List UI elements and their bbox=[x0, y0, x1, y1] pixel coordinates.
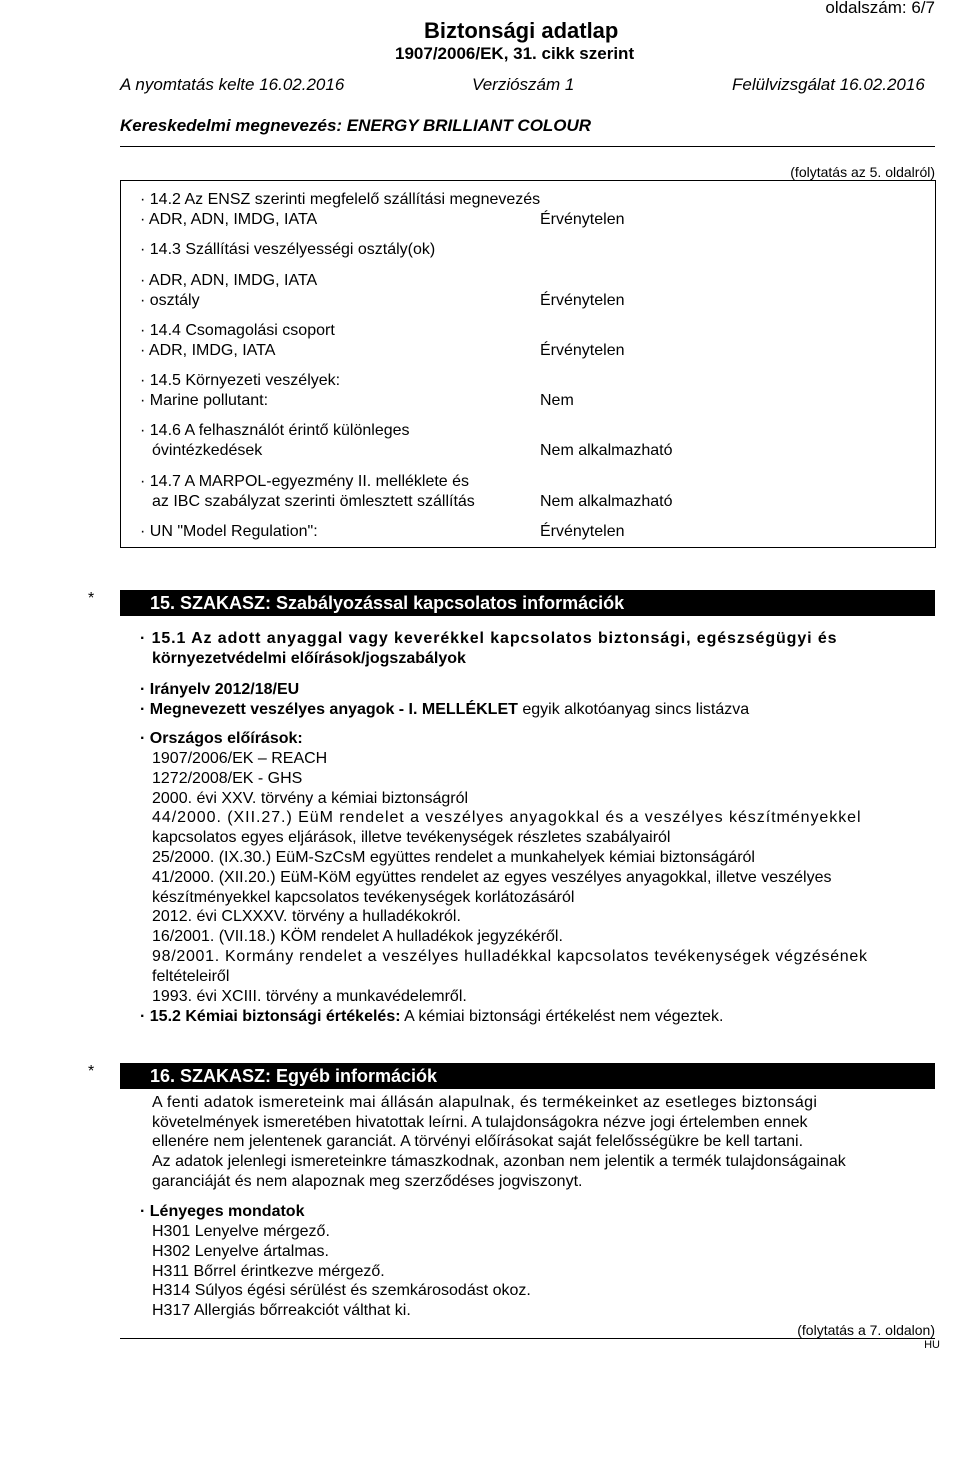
row-14-4 bbox=[140, 321, 930, 341]
national-line: 2000. évi XXV. törvény a kémiai biztonságról bbox=[152, 790, 469, 807]
subsection-15-2-row bbox=[140, 1007, 723, 1027]
intro-line: A fenti adatok ismereteink mai állásán alapulnak, és termékeinket az esetleges biztonsági bbox=[152, 1094, 818, 1111]
row-value: Nem alkalmazható bbox=[540, 442, 673, 459]
subsection-15-1-title: · 15.1 Az adott anyaggal vagy keverékkel kapcsolatos biztonsági, egészségügyi és bbox=[140, 630, 838, 647]
row-14-2-adr bbox=[140, 210, 930, 230]
relevant-phrases-label: · Lényeges mondatok bbox=[140, 1203, 305, 1220]
national-line: 2012. évi CLXXXV. törvény a hulladékokról. bbox=[152, 908, 461, 925]
national-line: 1907/2006/EK – REACH bbox=[152, 750, 328, 767]
national-line: kapcsolatos egyes eljárások, illetve tevékenységek részletes szabályairól bbox=[152, 829, 671, 846]
page-number: oldalszám: 6/7 bbox=[825, 0, 935, 17]
row-label: · ADR, ADN, IMDG, IATA bbox=[140, 272, 318, 289]
national-regulations-label: · Országos előírások: bbox=[140, 730, 303, 747]
document-subtitle: 1907/2006/EK, 31. cikk szerint bbox=[395, 44, 635, 63]
section-15-heading bbox=[120, 590, 935, 616]
section-16-title: 16. SZAKASZ: Egyéb információk bbox=[150, 1066, 438, 1086]
print-date: A nyomtatás kelte 16.02.2016 bbox=[120, 75, 345, 94]
row-label: · ADR, IMDG, IATA bbox=[140, 342, 276, 359]
row-label: · 14.3 Szállítási veszélyességi osztály(ok) bbox=[140, 241, 436, 258]
revision-marker: * bbox=[88, 590, 95, 607]
footer-divider bbox=[120, 1338, 935, 1339]
national-line: feltételeiről bbox=[152, 968, 230, 985]
row-value: Érvénytelen bbox=[540, 292, 625, 309]
national-line: 1272/2008/EK - GHS bbox=[152, 770, 303, 787]
row-14-3-adr bbox=[140, 271, 930, 291]
row-label: · UN "Model Regulation": bbox=[140, 523, 318, 540]
trade-name: Kereskedelmi megnevezés: ENERGY BRILLIANT COLOUR bbox=[120, 116, 592, 135]
row-label: · ADR, ADN, IMDG, IATA bbox=[140, 211, 318, 228]
row-value: Érvénytelen bbox=[540, 523, 625, 540]
row-value: Érvénytelen bbox=[540, 211, 625, 228]
hazard-phrase: H301 Lenyelve mérgező. bbox=[152, 1223, 330, 1240]
row-value: Nem alkalmazható bbox=[540, 493, 673, 510]
continued-to-label: (folytatás a 7. oldalon) bbox=[797, 1322, 935, 1338]
hazard-phrase: H302 Lenyelve ártalmas. bbox=[152, 1243, 329, 1260]
named-substances-row bbox=[140, 700, 749, 720]
row-14-4-adr bbox=[140, 341, 930, 361]
subsection-15-2-value: A kémiai biztonsági értékelést nem végeztek. bbox=[404, 1008, 724, 1025]
intro-line: ellenére nem jelentenek garanciát. A törvényi előírásokat saját felelősségükre be kell tartani. bbox=[152, 1133, 804, 1150]
section-16-heading bbox=[120, 1063, 935, 1089]
hazard-phrase: H317 Allergiás bőrreakciót válthat ki. bbox=[152, 1302, 411, 1319]
named-substances-value: egyik alkotóanyag sincs listázva bbox=[522, 701, 750, 718]
subsection-15-1-title-cont: környezetvédelmi előírások/jogszabályok bbox=[152, 650, 466, 667]
row-label: · 14.2 Az ENSZ szerinti megfelelő szállítási megnevezés bbox=[140, 191, 541, 208]
named-substances-label: · Megnevezett veszélyes anyagok - I. MELLÉKLET bbox=[140, 701, 518, 718]
row-14-5-marine bbox=[140, 391, 930, 411]
row-label: · 14.5 Környezeti veszélyek: bbox=[140, 372, 341, 389]
row-label: az IBC szabályzat szerinti ömlesztett szállítás bbox=[152, 493, 475, 510]
intro-line: Az adatok jelenlegi ismereteinkre támaszkodnak, azonban nem jelentik a termék tulajdonságainak bbox=[152, 1153, 846, 1170]
row-14-2 bbox=[140, 190, 930, 210]
national-line: 16/2001. (VII.18.) KÖM rendelet A hulladékok jegyzékéről. bbox=[152, 928, 563, 945]
row-label: · 14.7 A MARPOL-egyezmény II. melléklete és bbox=[140, 473, 470, 490]
row-14-6 bbox=[140, 421, 930, 441]
continued-from-label: (folytatás az 5. oldalról) bbox=[790, 164, 935, 180]
language-code: HU bbox=[924, 1339, 940, 1351]
subsection-15-2-label: · 15.2 Kémiai biztonsági értékelés: bbox=[140, 1008, 401, 1025]
header-divider bbox=[120, 146, 935, 147]
section-15-title: 15. SZAKASZ: Szabályozással kapcsolatos információk bbox=[150, 593, 625, 613]
row-value: Nem bbox=[540, 392, 574, 409]
national-line: 1993. évi XCIII. törvény a munkavédelemről. bbox=[152, 988, 467, 1005]
national-line: 98/2001. Kormány rendelet a veszélyes hulladékkal kapcsolatos tevékenységek végzésének bbox=[152, 948, 868, 965]
national-line: 41/2000. (XII.20.) EüM-KöM együttes rendelet az egyes veszélyes anyagokkal, illetve veszélyes bbox=[152, 869, 832, 886]
hazard-phrase: H311 Bőrrel érintkezve mérgező. bbox=[152, 1263, 385, 1280]
national-line: 44/2000. (XII.27.) EüM rendelet a veszélyes anyagokkal és a veszélyes készítményekkel bbox=[152, 809, 862, 826]
row-14-5 bbox=[140, 371, 930, 391]
version-number: Verziószám 1 bbox=[472, 75, 575, 94]
row-label: · 14.4 Csomagolási csoport bbox=[140, 322, 335, 339]
row-14-7 bbox=[140, 472, 930, 492]
revision-marker: * bbox=[88, 1063, 95, 1080]
row-14-6-b bbox=[140, 441, 930, 461]
row-label: · Marine pollutant: bbox=[140, 392, 269, 409]
hazard-phrase: H314 Súlyos égési sérülést és szemkárosodást okoz. bbox=[152, 1282, 531, 1299]
intro-line: garanciáját és nem alapoznak meg szerződéses jogviszonyt. bbox=[152, 1173, 583, 1190]
row-value: Érvénytelen bbox=[540, 342, 625, 359]
national-line: 25/2000. (IX.30.) EüM-SzCsM együttes rendelet a munkahelyek kémiai biztonságáról bbox=[152, 849, 755, 866]
directive-label: · Irányelv 2012/18/EU bbox=[140, 681, 300, 698]
intro-line: követelmények ismeretében hivatottak leírni. A tulajdonságokra nézve jogi értelemben ennek bbox=[152, 1114, 808, 1131]
row-14-7-b bbox=[140, 492, 930, 512]
row-un-model bbox=[140, 522, 930, 542]
revision-date: Felülvizsgálat 16.02.2016 bbox=[732, 75, 925, 94]
national-line: készítményekkel kapcsolatos tevékenységek korlátozásáról bbox=[152, 889, 575, 906]
row-label: · osztály bbox=[140, 292, 200, 309]
row-14-3 bbox=[140, 240, 930, 260]
document-title: Biztonsági adatlap bbox=[424, 18, 619, 43]
row-14-3-class bbox=[140, 291, 930, 311]
row-label: · 14.6 A felhasználót érintő különleges bbox=[140, 422, 410, 439]
row-label: óvintézkedések bbox=[152, 442, 263, 459]
